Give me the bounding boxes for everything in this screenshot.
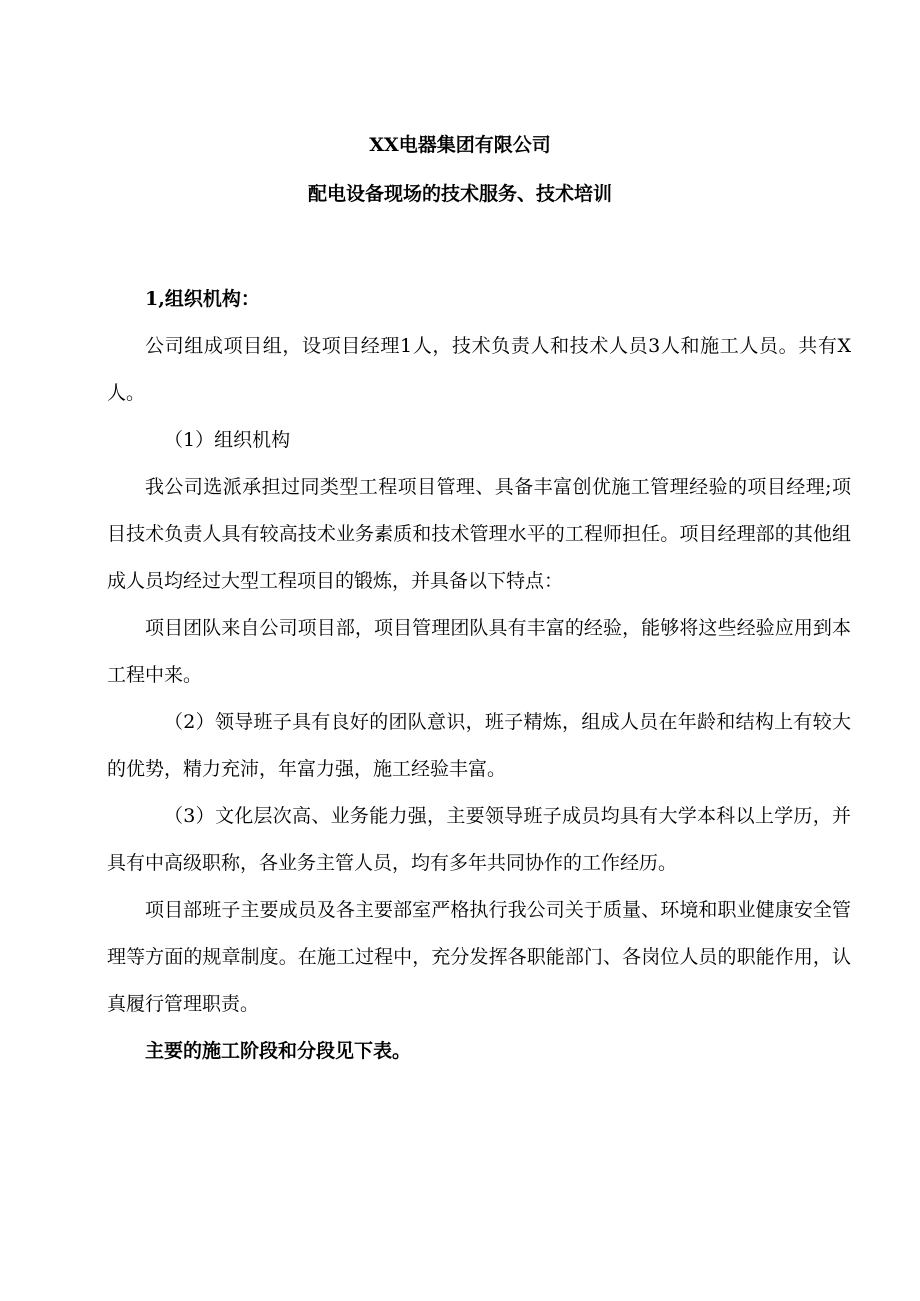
paragraph: （3）文化层次高、业务能力强，主要领导班子成员均具有大学本科以上学历，并具有中高级职称，各业务主管人员，均有多年共同协作的工作经历。 (107, 805, 851, 874)
paragraph: 项目团队来自公司项目部，项目管理团队具有丰富的经验，能够将这些经验应用到本工程中来。 (107, 617, 851, 686)
paragraph: 项目部班子主要成员及各主要部室严格执行我公司关于质量、环境和职业健康安全管理等方面的规章制度。在施工过程中，充分发挥各职能部门、各岗位人员的职能作用，认真履行管理职责。 (107, 899, 851, 1015)
paragraph: 我公司选派承担过同类型工程项目管理、具备丰富创优施工管理经验的项目经理;项目技术负责人具有较高技术业务素质和技术管理水平的工程师担任。项目经理部的其他组成人员均经过大型工程项目的锻炼，并具备以下特点： (107, 476, 851, 592)
section-heading: 1,组织机构： (145, 288, 260, 310)
document-body (107, 276, 851, 1075)
document-subtitle: 配电设备现场的技术服务、技术培训 (307, 183, 612, 205)
company-title: XX电器集团有限公司 (369, 134, 551, 156)
sub-heading: （1）组织机构 (164, 429, 291, 451)
closing-line: 主要的施工阶段和分段见下表。 (145, 1040, 412, 1062)
paragraph: 公司组成项目组，设项目经理1人，技术负责人和技术人员3人和施工人员。共有X人。 (107, 335, 851, 404)
paragraph: （2）领导班子具有良好的团队意识，班子精炼，组成人员在年龄和结构上有较大的优势，精力充沛，年富力强，施工经验丰富。 (107, 711, 851, 780)
